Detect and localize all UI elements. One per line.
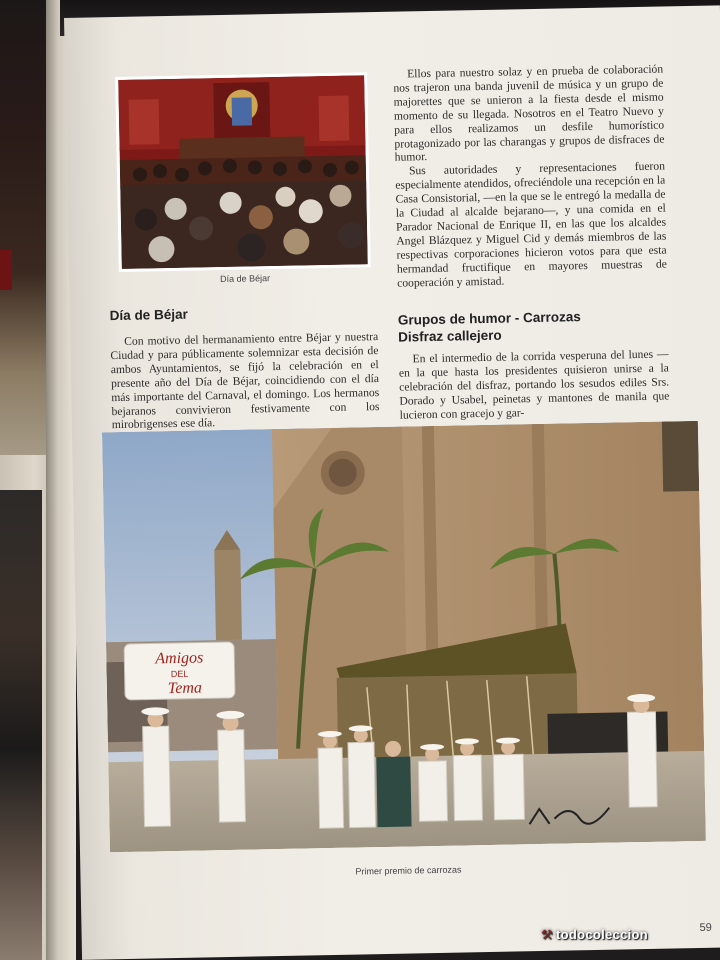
- heading-line-2: Disfraz callejero: [398, 327, 502, 345]
- previous-page-photo-top: [0, 0, 46, 455]
- sign-text-tema: Tema: [167, 679, 203, 698]
- paragraph-disfraz-callejero: [398, 347, 669, 422]
- paragraph-charangas: Ellos para nuestro solaz y en prueba de colaboración nos trajeron una banda juvenil de música y un grupo de majorettes que se unieron a la fiesta desde el mismo momento de su llegada. Nosotros en el Teatro Nuevo y para ellos realizamos un desfile humorístico protagonizado por las charangas y grupos de disfraces de humor.: [393, 62, 665, 165]
- sign-text-amigos: Amigos: [155, 649, 204, 668]
- book-page: [64, 5, 720, 959]
- right-column-text: [393, 63, 667, 291]
- heading-line-1: Grupos de humor - Carrozas: [397, 309, 582, 328]
- photo-council-caption: Día de Béjar: [219, 273, 271, 285]
- watermark-text: todocoleccion: [555, 927, 648, 942]
- photo-float-caption: Primer premio de carrozas: [355, 864, 462, 877]
- sign-text-del: DEL: [170, 668, 189, 680]
- section-heading-dia-de-bejar: Día de Béjar: [109, 306, 188, 324]
- photo-carnival-float: [102, 421, 706, 852]
- previous-page-photo-bottom: [0, 490, 42, 960]
- paragraph-text: Con motivo del hermanamiento entre Béjar y nuestra Ciudad y para públicamente solemnizar esta decisión de ambos Ayuntamientos, se fijó la celebración en el presente año del Día de Béjar, coincidiendo con el día más importante del Carnaval, el domingo. Los hermanos bejaranos convivieron festivamente con los mirobrigenses ese día.: [110, 330, 380, 432]
- photo-council-chamber: [115, 72, 371, 272]
- page-number: 59: [699, 921, 712, 934]
- hammer-icon: ⚒: [541, 927, 553, 942]
- carnival-float-image: [102, 421, 706, 852]
- council-chamber-image: [118, 75, 368, 269]
- paragraph-text: En el intermedio de la corrida vesperuna del lunes —en la que hasta los presidentes quisieron unirse a la celebración del disfraz, portando los sesudos ediles Srs. Dorado y Usabel, peinetas y mantones de manila que lucieron con gracejo y gar-: [398, 347, 670, 422]
- paragraph-autoridades: Sus autoridades y representaciones fueron especialmente atendidos, ofreciéndole una recepción en la Casa Consistorial, —en la que se le entregó la medalla de la Ciudad al alcalde bejarano—, y una comida en el Parador Nacional de Enrique II, en las que los alcaldes Angel Blázquez y Miguel Cid y demás miembros de las respectivas corporaciones hicieron votos para que esta hermandad fructifique en mayores muestras de cooperación y amistad.: [395, 159, 667, 290]
- paragraph-dia-de-bejar: [110, 330, 380, 432]
- watermark: [541, 927, 648, 943]
- section-heading-grupos-de-humor: [398, 306, 669, 345]
